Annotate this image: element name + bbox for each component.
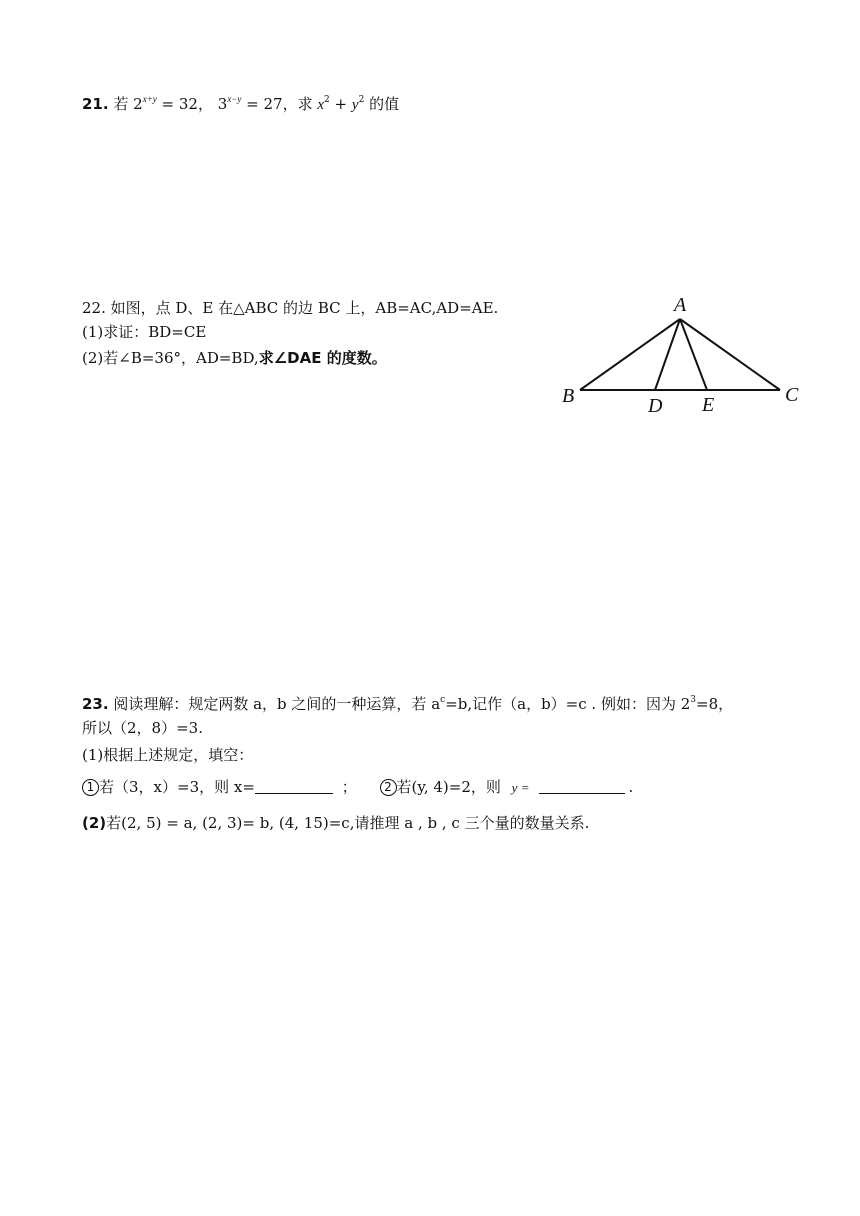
q22-line3 <box>82 348 387 368</box>
question-21 <box>82 94 399 115</box>
q23-sup-c: c <box>440 695 446 705</box>
segment-ab <box>580 319 680 390</box>
answer-blank-x[interactable] <box>255 779 333 794</box>
q22-line1: 22. 如图，点 D、E 在△ABC 的边 BC 上，AB=AC,AD=AE. <box>82 299 499 317</box>
answer-blank-y[interactable] <box>539 779 625 794</box>
q23-line4 <box>82 777 633 798</box>
segment-ad <box>655 319 680 390</box>
q22-line3-bold: 求∠DAE 的度数。 <box>258 349 387 367</box>
q21-base1: 2 <box>133 95 143 113</box>
segment-ae <box>680 319 707 390</box>
q21-x: x <box>317 97 325 113</box>
q23-text: =b,记作（a，b）=c . 例如：因为 2 <box>445 695 691 713</box>
q23-sup-3: 3 <box>690 695 696 705</box>
q21-plus: + <box>329 95 352 113</box>
question-number: 21. <box>82 95 109 113</box>
q23-part2-label: (2) <box>82 814 107 832</box>
q23-period: . <box>628 778 634 796</box>
label-d: D <box>648 395 663 417</box>
q21-eq1: = 32， <box>161 95 213 113</box>
q22-line2: (1)求证：BD=CE <box>82 323 207 341</box>
q23-fill2-text: 若(y, 4)=2，则 <box>396 778 501 796</box>
q21-sq1: 2 <box>324 95 330 105</box>
q21-exp1: x+y <box>142 94 157 104</box>
label-c: C <box>785 384 799 406</box>
label-b: B <box>562 385 575 407</box>
q23-fill1-text: 若（3，x）=3，则 x= <box>99 778 255 796</box>
q23-line2: 所以（2，8）=3. <box>82 719 203 737</box>
q23-part2-ask: 请推理 a , b , c 三个量的数量关系. <box>354 814 590 832</box>
label-a: A <box>674 294 687 316</box>
q23-line1 <box>82 694 733 714</box>
q21-post: 的值 <box>369 95 400 113</box>
q21-sq2: 2 <box>358 95 365 105</box>
q23-text: 阅读理解：规定两数 a，b 之间的一种运算，若 a <box>108 695 441 713</box>
q23-text: =8， <box>696 695 734 713</box>
segment-ac <box>680 319 780 390</box>
circled-number-2: 2 <box>380 779 397 796</box>
label-e: E <box>702 394 715 416</box>
q21-exp2: x−y <box>227 94 242 104</box>
q22-line3-text: (2)若∠B=36°，AD=BD, <box>82 349 259 367</box>
q23-part2-cond: 若(2, 5) = a, (2, 3)= b, (4, 15)=c, <box>106 814 355 832</box>
q21-base2: 3 <box>217 95 228 113</box>
q23-y-var: y = <box>511 780 530 795</box>
question-number: 23. <box>82 695 109 713</box>
q23-line5 <box>82 813 589 833</box>
q21-eq2: = 27，求 <box>246 95 313 113</box>
q21-y: y <box>351 97 359 113</box>
triangle-lines <box>580 319 780 390</box>
q23-separator: ； <box>341 778 357 796</box>
circled-number-1: 1 <box>82 779 99 796</box>
q23-line3: (1)根据上述规定，填空： <box>82 746 254 764</box>
q21-prefix: 若 <box>113 95 129 113</box>
